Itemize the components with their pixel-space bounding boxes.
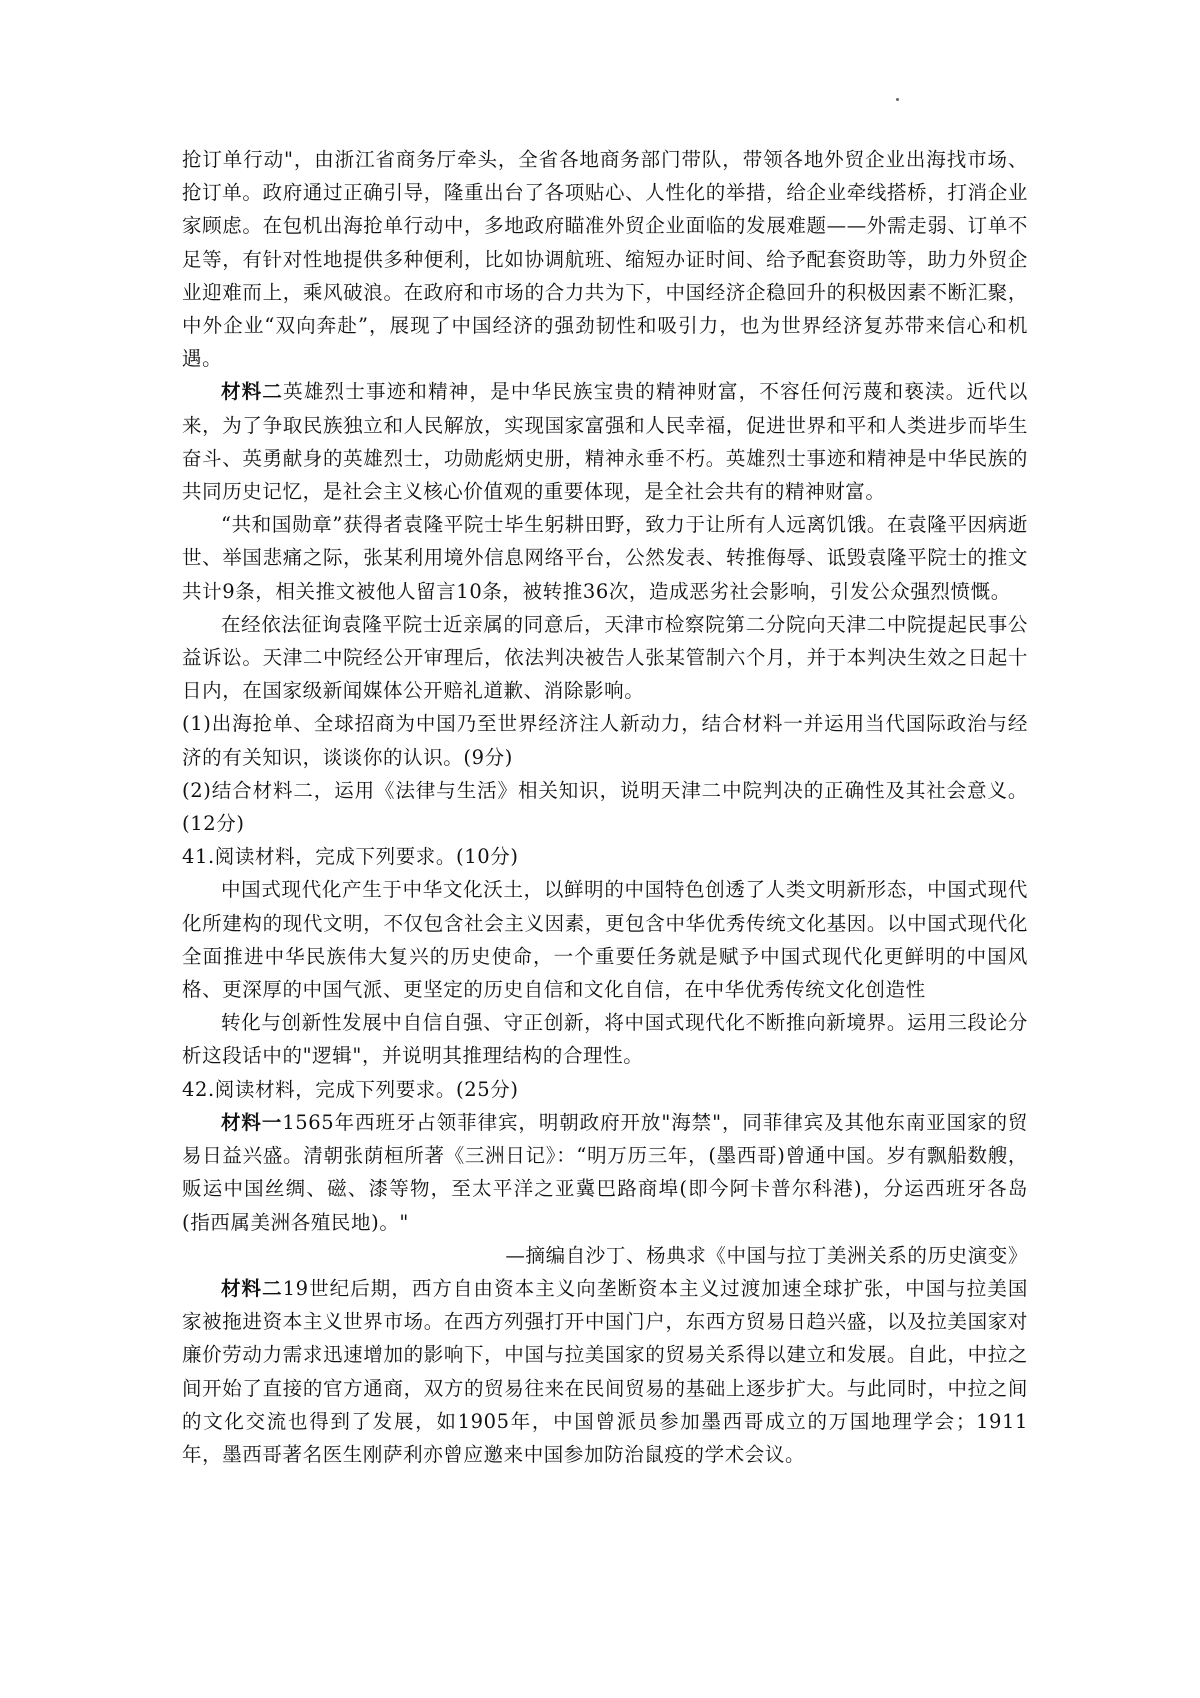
- q42-material-one-label: 材料一: [221, 1110, 283, 1134]
- yuan-longping-paragraph: “共和国勋章”获得者袁隆平院士毕生躬耕田野，致力于让所有人远离饥饿。在袁隆平因病逝世、举国悲痛之际，张某利用境外信息网络平台，公然发表、转推侮辱、诋毁袁隆平院士的推文共计9条，相关推文被他人留言10条，被转推36次，造成恶劣社会影响，引发公众强烈愤慨。: [182, 513, 1028, 603]
- question-41-heading: 41.阅读材料，完成下列要求。(10分): [182, 845, 519, 869]
- question-42-heading: 42.阅读材料，完成下列要求。(25分): [182, 1077, 519, 1101]
- q42-material-one-citation: —摘编自沙丁、杨典求《中国与拉丁美洲关系的历史演变》: [505, 1243, 1028, 1267]
- q42-material-one-text: 1565年西班牙占领菲律宾，明朝政府开放"海禁"，同菲律宾及其他东南亚国家的贸易日益兴盛。清朝张荫桓所著《三洲日记》：“明万历三年，(墨西哥)曾通中国。岁有飘船数艘，贩运中国丝绸、磁、漆等物，至太平洋之亚冀巴路商埠(即今阿卡普尔科港)，分运西班牙各岛(指西属美洲各殖民地)。": [182, 1110, 1028, 1234]
- q42-material-two-label: 材料二: [221, 1276, 283, 1300]
- question-41-material: 中国式现代化产生于中华文化沃土，以鲜明的中国特色创透了人类文明新形态，中国式现代化所建构的现代文明，不仅包含社会主义因素，更包含中华优秀传统文化基因。以中国式现代化全面推进中华民族伟大复兴的历史使命，一个重要任务就是赋予中国式现代化更鲜明的中国风格、更深厚的中国气派、更坚定的历史自信和文化自信，在中华优秀传统文化创造性: [182, 878, 1028, 1002]
- q42-material-two-text: 19世纪后期，西方自由资本主义向垄断资本主义过渡加速全球扩张，中国与拉美国家被拖进资本主义世界市场。在西方列强打开中国门户，东西方贸易日趋兴盛，以及拉美国家对廉价劳动力需求迅速增加的影响下，中国与拉美国家的贸易关系得以建立和发展。自此，中拉之间开始了直接的官方通商，双方的贸易往来在民间贸易的基础上逐步扩大。与此同时，中拉之间的文化交流也得到了发展，如1905年，中国曾派员参加墨西哥成立的万国地理学会；1911年，墨西哥著名医生刚萨利亦曾应邀来中国参加防治鼠疫的学术会议。: [182, 1276, 1028, 1466]
- question-1: (1)出海抢单、全球招商为中国乃至世界经济注人新动力，结合材料一并运用当代国际政治与经济的有关知识，谈谈你的认识。(9分): [182, 712, 1028, 769]
- question-2: (2)结合材料二，运用《法律与生活》相关知识，说明天津二中院判决的正确性及其社会意义。(12分): [182, 778, 1028, 836]
- material-two-label: 材料二: [221, 380, 284, 404]
- q42-material-one: [182, 1106, 1028, 1239]
- document-body: [182, 143, 1028, 1471]
- court-ruling-paragraph: 在经依法征询袁隆平院士近亲属的同意后，天津市检察院第二分院向天津二中院提起民事公益诉讼。天津二中院经公开审理后，依法判决被告人张某管制六个月，并于本判决生效之日起十日内，在国家级新闻媒体公开赔礼道歉、消除影响。: [182, 612, 1028, 703]
- q42-material-two: [182, 1272, 1028, 1471]
- material-two-text: 英雄烈士事迹和精神，是中华民族宝贵的精神财富，不容任何污蔑和亵渎。近代以来，为了争取民族独立和人民解放，实现国家富强和人民幸福，促进世界和平和人类进步而毕生奋斗、英勇献身的英雄烈士，功勋彪炳史册，精神永垂不朽。英雄烈士事迹和精神是中华民族的共同历史记忆，是社会主义核心价值观的重要体现，是全社会共有的精神财富。: [182, 380, 1028, 504]
- scan-dot: [896, 98, 899, 101]
- material-two-paragraph: [182, 375, 1028, 508]
- question-41-task: 转化与创新性发展中自信自强、守正创新，将中国式现代化不断推向新境界。运用三段论分析这段话中的"逻辑"，并说明其推理结构的合理性。: [182, 1011, 1028, 1068]
- material-one-continued: 抢订单行动"，由浙江省商务厅牵头，全省各地商务部门带队，带领各地外贸企业出海找市场、抢订单。政府通过正确引导，隆重出台了各项贴心、人性化的举措，给企业牵线搭桥，打消企业家顾虑。在包机出海抢单行动中，多地政府瞄准外贸企业面临的发展难题——外需走弱、订单不足等，有针对性地提供多种便利，比如协调航班、缩短办证时间、给予配套资助等，助力外贸企业迎难而上，乘风破浪。在政府和市场的合力共为下，中国经济企稳回升的积极因素不断汇聚，中外企业“双向奔赴”，展现了中国经济的强劲韧性和吸引力，也为世界经济复苏带来信心和机遇。: [182, 148, 1028, 371]
